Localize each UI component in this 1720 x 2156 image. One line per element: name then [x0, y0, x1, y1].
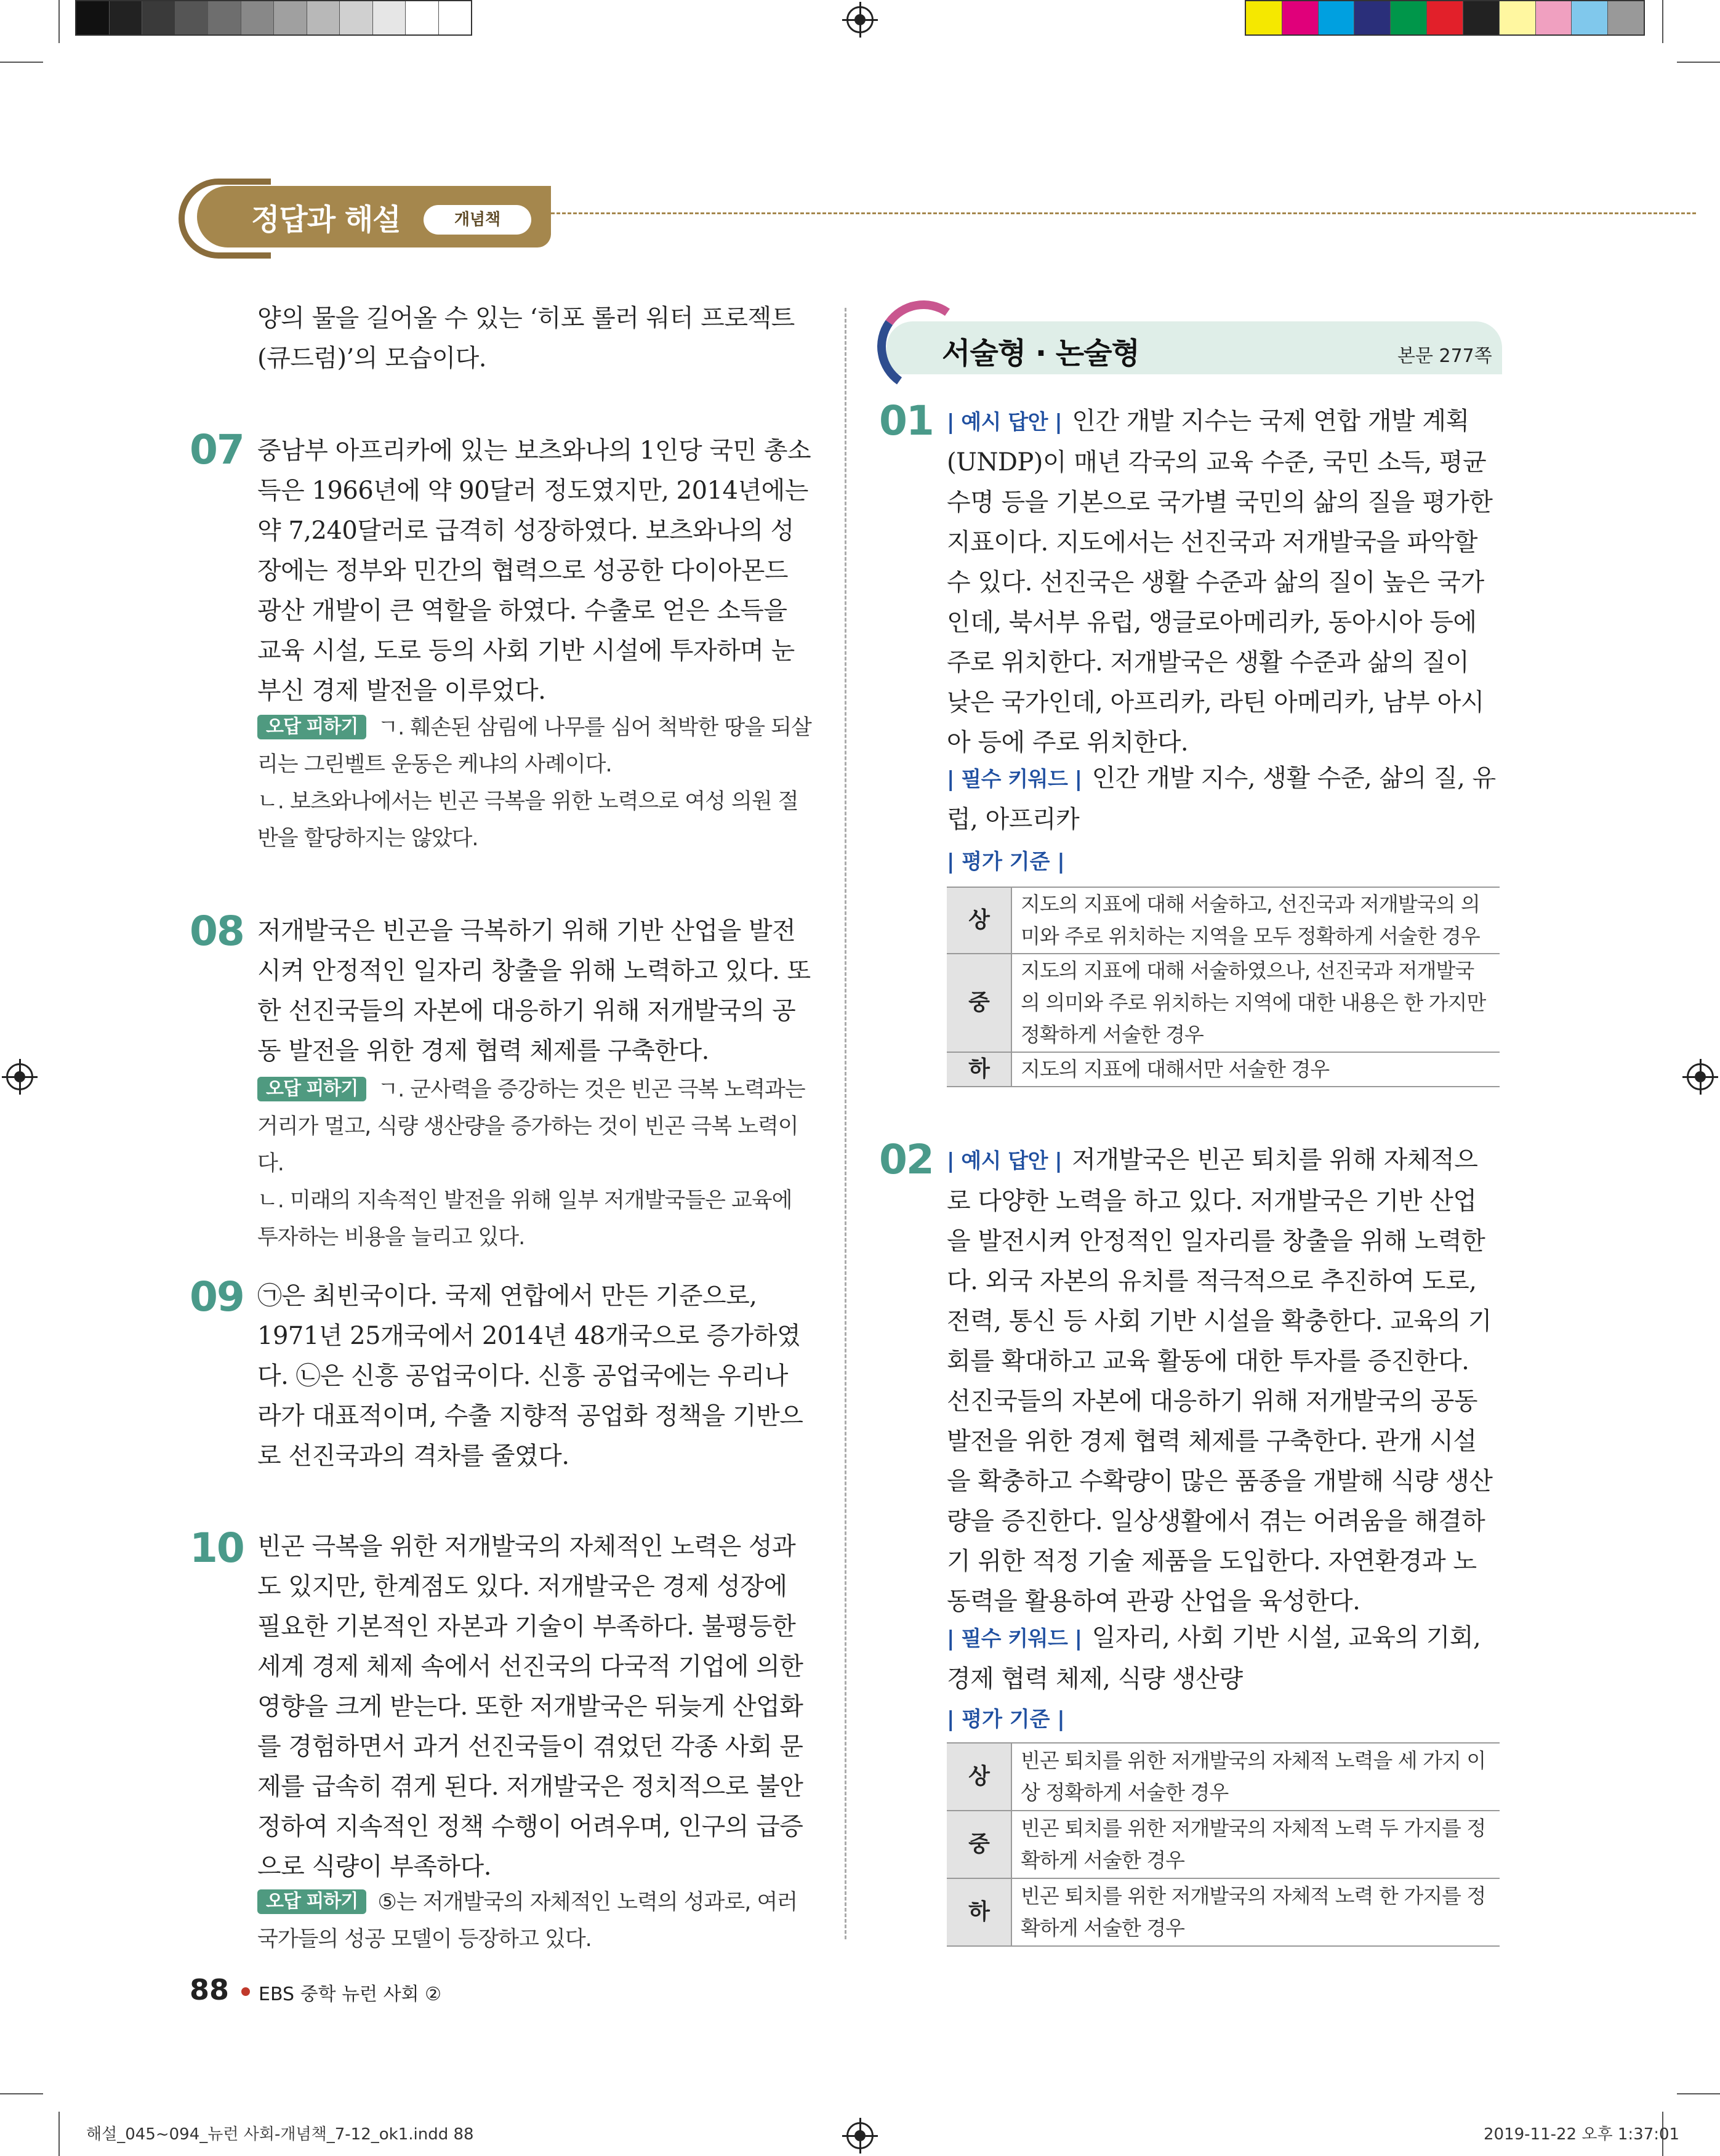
- criteria-text: 지도의 지표에 대해서만 서술한 경우: [1011, 1052, 1500, 1087]
- q01-answer: [947, 401, 1500, 763]
- question-number-01: 01: [879, 397, 933, 444]
- page-title: 정답과 해설: [251, 203, 401, 237]
- q02-keywords-text: 일자리, 사회 기반 시설, 교육의 기회, 경제 협력 체제, 식량 생산량: [947, 1623, 1481, 1693]
- page-number: 88: [190, 1973, 230, 2006]
- question-number-02: 02: [879, 1136, 933, 1183]
- keyword-label: | 필수 키워드 |: [947, 767, 1082, 792]
- grade-cell: 중: [947, 1811, 1011, 1878]
- grayscale-calibration-bar: [75, 0, 472, 36]
- q08-note: [257, 1071, 811, 1256]
- section-title: 서술형 · 논술형: [942, 336, 1139, 371]
- criteria-text: 빈곤 퇴치를 위한 저개발국의 자체적 노력 한 가지를 정확하게 서술한 경우: [1011, 1878, 1500, 1946]
- grade-cell: 중: [947, 954, 1011, 1052]
- criteria-row: [947, 1743, 1500, 1811]
- wrong-answer-badge: 오답 피하기: [257, 715, 366, 739]
- crop-mark: [1677, 62, 1720, 63]
- q10-note-text: ⑤는 저개발국의 자체적인 노력의 성과로, 여러 국가들의 성공 모델이 등장하고 있다.: [257, 1890, 798, 1952]
- criteria-text: 지도의 지표에 대해 서술하고, 선진국과 저개발국의 의미와 주로 위치하는 지역을 모두 정확하게 서술한 경우: [1011, 887, 1500, 954]
- q01-criteria-table: [947, 887, 1500, 1087]
- q08-note2: ㄴ. 미래의 지속적인 발전을 위해 일부 저개발국들은 교육에 투자하는 비용을 늘리고 있다.: [257, 1188, 792, 1250]
- q08-body: 저개발국은 빈곤을 극복하기 위해 기반 산업을 발전시켜 안정적인 일자리 창출을 위해 노력하고 있다. 또한 선진국들의 자본에 대응하기 위해 저개발국의 공동 발전을 위한 경제 협력 체제를 구축한다.: [257, 917, 811, 1065]
- q07-note: [257, 709, 811, 857]
- q01-keywords: [947, 758, 1500, 840]
- q02-answer-text: 저개발국은 빈곤 퇴치를 위해 자체적으로 다양한 노력을 하고 있다. 저개발국은 기반 산업을 발전시켜 안정적인 일자리를 창출을 위해 노력한다. 외국 자본의 유치를 적극적으로 추진하여 도로, 전력, 통신 등 사회 기반 시설을 확충한다. 교육의 기회를 확대하고 교육 활동에 대한 투자를 증진한다. 선진국들의 자본에 대응하기 위해 저개발국의 공동 발전을 위한 경제 협력 체제를 구축한다. 관개 시설을 확충하고 수확량이 많은 품종을 개발해 식량 생산량을 증진한다. 일상생활에서 겪는 어려움을 해결하기 위한 적정 기술 제품을 도입한다. 자연환경과 노동력을 활용하여 관광 산업을 육성한다.: [947, 1146, 1493, 1615]
- column-divider: [845, 308, 846, 1939]
- question-number-10: 10: [190, 1524, 244, 1572]
- crop-mark: [58, 0, 60, 43]
- registration-mark-right-icon: [1687, 1063, 1714, 1090]
- grade-cell: 상: [947, 1743, 1011, 1811]
- grade-cell: 하: [947, 1052, 1011, 1087]
- criteria-label: | 평가 기준 |: [947, 1707, 1065, 1732]
- crop-mark: [0, 2093, 43, 2094]
- criteria-text: 빈곤 퇴치를 위한 저개발국의 자체적 노력을 세 가지 이상 정확하게 서술한 경우: [1011, 1743, 1500, 1811]
- q02-criteria-table: [947, 1742, 1500, 1947]
- example-answer-label: | 예시 답안 |: [947, 1149, 1063, 1173]
- grade-cell: 상: [947, 887, 1011, 954]
- crop-mark: [1677, 2093, 1720, 2094]
- criteria-row: [947, 887, 1500, 954]
- registration-mark-bottom-icon: [846, 2122, 874, 2149]
- book-badge: 개념책: [424, 205, 531, 235]
- q01-answer-text: 인간 개발 지수는 국제 연합 개발 계획(UNDP)이 매년 각국의 교육 수준, 국민 소득, 평균 수명 등을 기본으로 국가별 국민의 삶의 질을 평가한 지표이다. 지도에서는 선진국과 저개발국을 파악할 수 있다. 선진국은 생활 수준과 삶의 질이 높은 국가인데, 북서부 유럽, 앵글로아메리카, 동아시아 등에 주로 위치한다. 저개발국은 생활 수준과 삶의 질이 낮은 국가인데, 아프리카, 라틴 아메리카, 남부 아시아 등에 주로 위치한다.: [947, 407, 1493, 757]
- criteria-text: 빈곤 퇴치를 위한 저개발국의 자체적 노력 두 가지를 정확하게 서술한 경우: [1011, 1811, 1500, 1878]
- q09-body: ㉠은 최빈국이다. 국제 연합에서 만든 기준으로, 1971년 25개국에서 2014년 48개국으로 증가하였다. ㉡은 신흥 공업국이다. 신흥 공업국에는 우리나라가 대표적이며, 수출 지향적 공업화 정책을 기반으로 선진국과의 격차를 줄였다.: [257, 1282, 803, 1470]
- section-page-ref: 본문 277쪽: [1397, 345, 1492, 367]
- q07-note1: ㄱ. 훼손된 삼림에 나무를 심어 척박한 땅을 되살리는 그린벨트 운동은 케냐의 사례이다.: [257, 715, 811, 777]
- question-number-08: 08: [190, 907, 244, 955]
- crop-mark: [1662, 0, 1663, 43]
- q02-answer: [947, 1140, 1500, 1622]
- intro-text: 양의 물을 길어올 수 있는 ‘히포 롤러 워터 프로젝트(큐드럼)’의 모습이다.: [257, 304, 795, 372]
- q07-note2: ㄴ. 보츠와나에서는 빈곤 극복을 위한 노력으로 여성 의원 절반을 할당하지는 않았다.: [257, 789, 798, 851]
- criteria-text: 지도의 지표에 대해 서술하였으나, 선진국과 저개발국의 의미와 주로 위치하는 지역에 대한 내용은 한 가지만 정확하게 서술한 경우: [1011, 954, 1500, 1052]
- crop-mark: [58, 2112, 60, 2156]
- q08-note1: ㄱ. 군사력을 증강하는 것은 빈곤 극복 노력과는 거리가 멀고, 식량 생산량을 증가하는 것이 빈곤 극복 노력이다.: [257, 1077, 805, 1176]
- registration-mark-left-icon: [6, 1063, 33, 1090]
- criteria-label: | 평가 기준 |: [947, 850, 1065, 874]
- example-answer-label: | 예시 답안 |: [947, 410, 1063, 435]
- criteria-row: [947, 954, 1500, 1052]
- wrong-answer-badge: 오답 피하기: [257, 1077, 366, 1101]
- color-calibration-bar: [1245, 0, 1645, 36]
- header-dashed-line: [551, 212, 1696, 214]
- keyword-label: | 필수 키워드 |: [947, 1627, 1082, 1651]
- question-number-09: 09: [190, 1273, 244, 1321]
- q01-keywords-text: 인간 개발 지수, 생활 수준, 삶의 질, 유럽, 아프리카: [947, 764, 1496, 834]
- criteria-row: [947, 1052, 1500, 1087]
- crop-mark: [0, 62, 43, 63]
- registration-mark-top-icon: [846, 6, 874, 33]
- question-number-07: 07: [190, 426, 244, 473]
- book-title: EBS 중학 뉴런 사회 ②: [259, 1984, 441, 2005]
- wrong-answer-badge: 오답 피하기: [257, 1889, 366, 1914]
- q02-keywords: [947, 1618, 1500, 1699]
- slug-filename: 해설_045~094_뉴런 사회-개념책_7-12_ok1.indd 88: [86, 2125, 474, 2144]
- q10-note: [257, 1884, 811, 1958]
- q10-body: 빈곤 극복을 위한 저개발국의 자체적인 노력은 성과도 있지만, 한계점도 있다. 저개발국은 경제 성장에 필요한 기본적인 자본과 기술이 부족하다. 불평등한 세계 경제 체제 속에서 선진국의 다국적 기업에 의한 영향을 크게 받는다. 또한 저개발국은 뒤늦게 산업화를 경험하면서 과거 선진국들이 겪었던 각종 사회 문제를 급속히 겪게 된다. 저개발국은 정치적으로 불안정하여 지속적인 정책 수행이 어려우며, 인구의 급증으로 식량이 부족하다.: [257, 1532, 803, 1881]
- footer-dot-icon: [241, 1987, 250, 1996]
- slug-datetime: 2019-11-22 오후 1:37:01: [1484, 2125, 1680, 2144]
- grade-cell: 하: [947, 1878, 1011, 1946]
- q07-body: 중남부 아프리카에 있는 보츠와나의 1인당 국민 총소득은 1966년에 약 90달러 정도였지만, 2014년에는 약 7,240달러로 급격히 성장하였다. 보츠와나의 성장에는 정부와 민간의 협력으로 성공한 다이아몬드 광산 개발이 큰 역할을 하였다. 수출로 얻은 소득을 교육 시설, 도로 등의 사회 기반 시설에 투자하며 눈부신 경제 발전을 이루었다.: [257, 436, 811, 705]
- criteria-row: [947, 1878, 1500, 1946]
- criteria-row: [947, 1811, 1500, 1878]
